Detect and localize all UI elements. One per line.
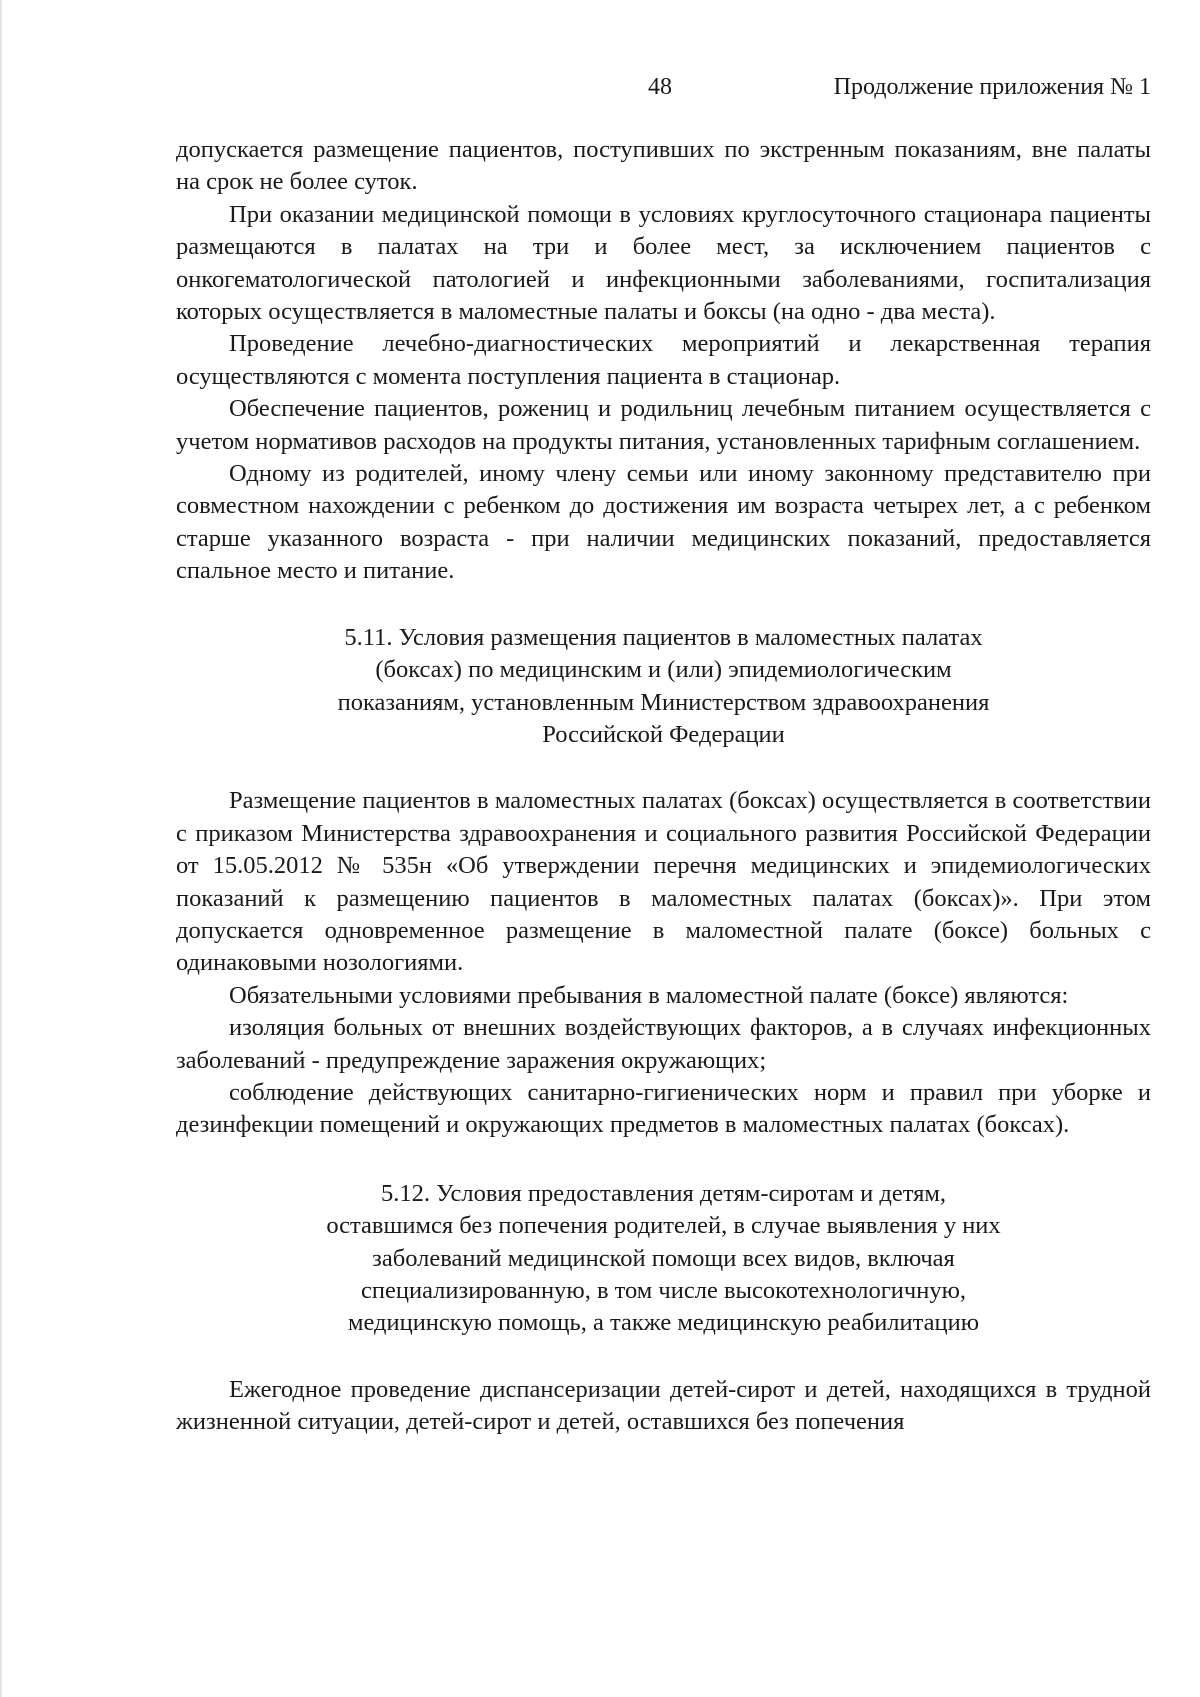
paragraph: Ежегодное проведение диспансеризации детей-сирот и детей, находящихся в трудной жизненной ситуации, детей-сирот и детей, оставшихся без попечения bbox=[176, 1375, 1151, 1436]
heading-line: 5.11. Условия размещения пациентов в маломестных палатах bbox=[344, 623, 983, 651]
heading-line: заболеваний медицинской помощи всех видов, включая bbox=[372, 1244, 955, 1272]
appendix-continuation-label: Продолжение приложения № 1 bbox=[833, 74, 1151, 100]
document-body bbox=[176, 134, 1151, 1439]
heading-line: медицинскую помощь, а также медицинскую реабилитацию bbox=[347, 1309, 980, 1337]
paragraph: Обязательными условиями пребывания в маломестной палате (боксе) являются: bbox=[229, 981, 1069, 1009]
paragraph: При оказании медицинской помощи в условиях круглосуточного стационара пациенты размещаются в палатах на три и более мест, за исключением пациентов с онкогематологической патологией и инфекционными заболеваниями, госпитализация которых осуществляется в маломестные палаты и боксы (на одно - два места). bbox=[176, 200, 1151, 326]
heading-line: 5.12. Условия предоставления детям-сиротам и детям, bbox=[380, 1179, 947, 1207]
paragraph: Размещение пациентов в маломестных палатах (боксах) осуществляется в соответствии с приказом Министерства здравоохранения и социального развития Российской Федерации от 15.05.2012 № 535н «Об утверждении перечня медицинских и эпидемиологических показаний к размещению пациентов в маломестных палатах (боксах)». При этом допускается одновременное размещение в маломестной палате (боксе) больных с одинаковыми нозологиями. bbox=[176, 787, 1151, 977]
heading-line: Российской Федерации bbox=[542, 720, 785, 748]
section-heading-5-11 bbox=[176, 622, 1151, 752]
page-number: 48 bbox=[648, 74, 672, 100]
paragraph: изоляция больных от внешних воздействующих факторов, а в случаях инфекционных заболеваний - предупреждение заражения окружающих; bbox=[176, 1014, 1151, 1074]
scan-edge bbox=[0, 0, 3, 1697]
paragraph: Проведение лечебно-диагностических мероприятий и лекарственная терапия осуществляются с момента поступления пациента в стационар. bbox=[176, 330, 1151, 390]
paragraph: соблюдение действующих санитарно-гигиенических норм и правил при уборке и дезинфекции помещений и окружающих предметов в маломестных палатах (боксах). bbox=[176, 1078, 1151, 1139]
heading-line: показаниям, установленным Министерством здравоохранения bbox=[337, 688, 990, 716]
page-header bbox=[176, 74, 1151, 114]
section-heading-5-12 bbox=[176, 1178, 1151, 1340]
heading-line: (боксах) по медицинским и (или) эпидемиологическим bbox=[375, 656, 952, 684]
heading-line: специализированную, в том числе высокотехнологичную, bbox=[361, 1277, 966, 1304]
paragraph: Одному из родителей, иному члену семьи или иному законному представителю при совместном нахождении с ребенком до достижения им возраста четырех лет, а с ребенком старше указанного возраста - при наличии медицинских показаний, предоставляется спальное место и питание. bbox=[176, 460, 1151, 585]
paragraph: допускается размещение пациентов, поступивших по экстренным показаниям, вне палаты на срок не более суток. bbox=[176, 136, 1151, 196]
heading-line: оставшимся без попечения родителей, в случае выявления у них bbox=[326, 1212, 1001, 1240]
paragraph: Обеспечение пациентов, рожениц и родильниц лечебным питанием осуществляется с учетом нормативов расходов на продукты питания, установленных тарифным соглашением. bbox=[176, 395, 1151, 455]
